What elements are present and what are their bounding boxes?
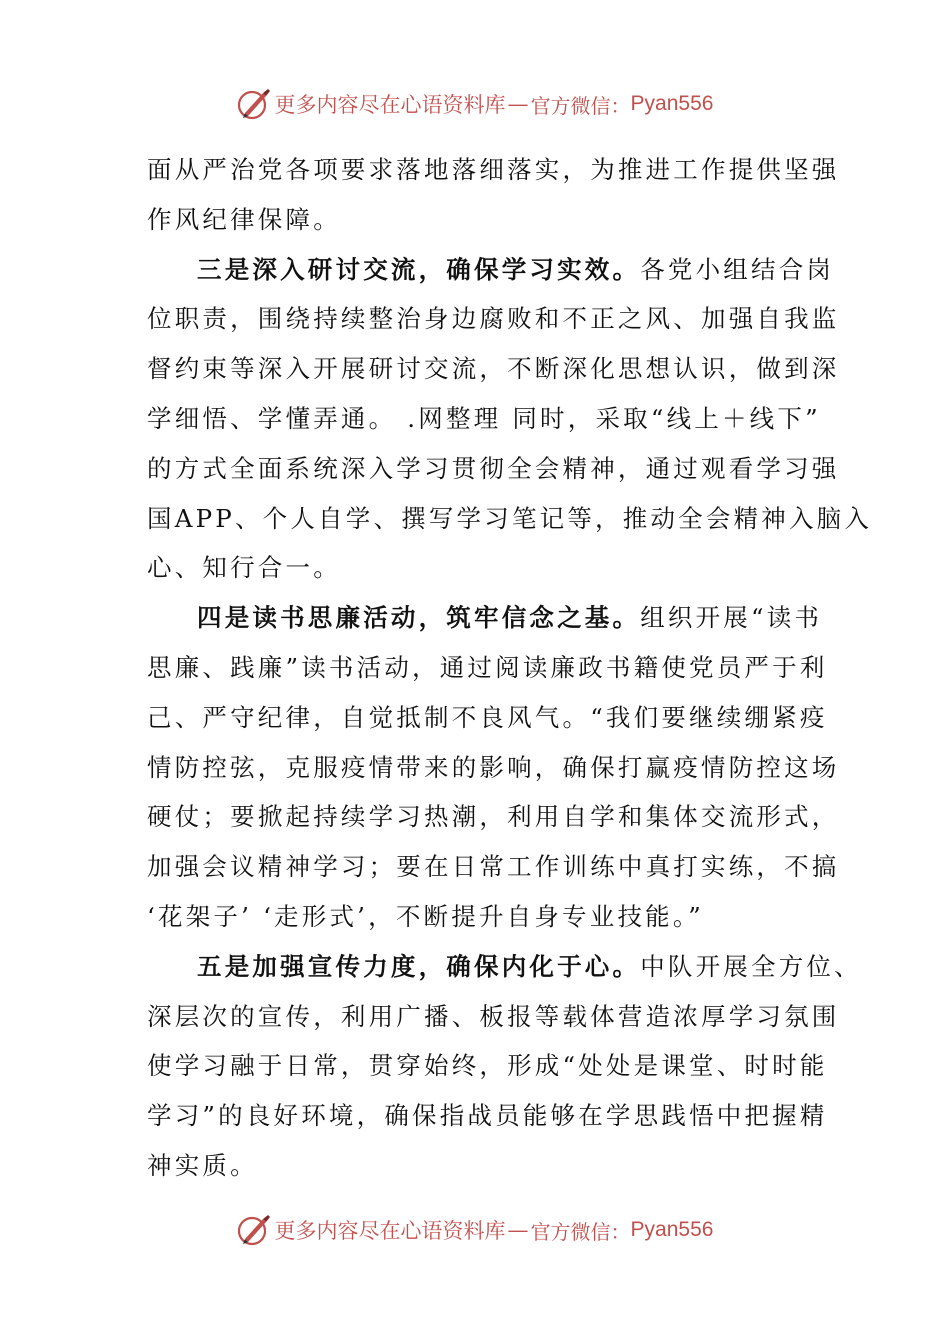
line-text: 心、知行合一。 — [147, 553, 341, 583]
text-line — [147, 842, 840, 892]
text-line — [147, 643, 828, 693]
line-text: 硬仗；要掀起持续学习热潮，利用自学和集体交流形式， — [147, 802, 840, 832]
line-text: ‘花架子’ ‘走形式’，不断提升自身专业技能。” — [147, 901, 705, 931]
text-line — [147, 294, 840, 344]
line-text: 己、严守纪律，自觉抵制不良风气。“我们要继续绷紧疫 — [147, 702, 828, 732]
banner-site-text: 更多内容尽在心语资料库 — [274, 1219, 506, 1243]
pen-logo-icon — [237, 1213, 271, 1247]
text-line — [147, 245, 835, 295]
text-line — [147, 1041, 828, 1091]
text-line — [147, 892, 812, 942]
text-line — [147, 942, 862, 992]
line-text: 各党小组结合岗 — [640, 254, 835, 284]
text-line — [147, 593, 823, 643]
line-text: 加强会议精神学习；要在日常工作训练中真打实练，不搞 — [147, 852, 840, 882]
line-text: 使学习融于日常，贯穿始终，形成“处处是课堂、时时能 — [147, 1051, 828, 1081]
line-text: 学习”的良好环境，确保指战员能够在学思践悟中把握精 — [147, 1101, 828, 1131]
pen-logo-icon — [237, 87, 271, 121]
header-banner — [0, 82, 950, 126]
text-line — [147, 394, 821, 444]
line-text: 位职责，围绕持续整治身边腐败和不正之风、加强自我监 — [147, 304, 840, 334]
text-line — [147, 693, 828, 743]
line-text: 作风纪律保障。 — [147, 204, 341, 234]
banner-dash: — — [507, 92, 529, 116]
paragraph-lead: 四是读书思廉活动，筑牢信念之基。 — [197, 603, 641, 633]
line-text: 情防控弦，克服疫情带来的影响，确保打赢疫情防控这场 — [147, 752, 840, 782]
banner-dash: — — [507, 1218, 529, 1242]
banner-wechat-id: Pyan556 — [630, 92, 714, 115]
line-text: 学细悟、学懂弄通。 .网整理 同时，采取“线上＋线下” — [147, 403, 821, 433]
line-text: 神实质。 — [147, 1150, 258, 1180]
text-line — [147, 1141, 812, 1191]
text-line — [147, 792, 840, 842]
text-line — [147, 543, 812, 593]
footer-banner — [0, 1208, 950, 1252]
banner-wechat-label: 官方微信： — [530, 93, 631, 118]
text-line — [147, 195, 812, 245]
line-text: 督约束等深入开展研讨交流，不断深化思想认识，做到深 — [147, 354, 840, 384]
text-line — [147, 494, 873, 544]
text-line — [147, 743, 840, 793]
banner-site-text: 更多内容尽在心语资料库 — [274, 93, 506, 117]
text-line — [147, 1091, 828, 1141]
text-line — [147, 444, 840, 494]
banner-wechat-id: Pyan556 — [630, 1218, 714, 1241]
line-text: 中队开展全方位、 — [640, 951, 862, 981]
paragraph-lead: 五是加强宣传力度，确保内化于心。 — [197, 951, 641, 981]
text-line — [147, 145, 840, 195]
line-text: 国APP、个人自学、撰写学习笔记等，推动全会精神入脑入 — [147, 503, 873, 533]
line-text: 的方式全面系统深入学习贯彻全会精神，通过观看学习强 — [147, 453, 840, 483]
text-line — [147, 992, 840, 1042]
line-text: 思廉、践廉”读书活动，通过阅读廉政书籍使党员严于利 — [147, 652, 828, 682]
paragraph-lead: 三是深入研讨交流，确保学习实效。 — [197, 254, 641, 284]
line-text: 深层次的宣传，利用广播、板报等载体营造浓厚学习氛围 — [147, 1001, 840, 1031]
document-body — [147, 145, 873, 1191]
line-text: 面从严治党各项要求落地落细落实，为推进工作提供坚强 — [147, 155, 840, 184]
text-line — [147, 344, 840, 394]
line-text: 组织开展“读书 — [640, 603, 823, 633]
banner-wechat-label: 官方微信： — [530, 1219, 631, 1244]
